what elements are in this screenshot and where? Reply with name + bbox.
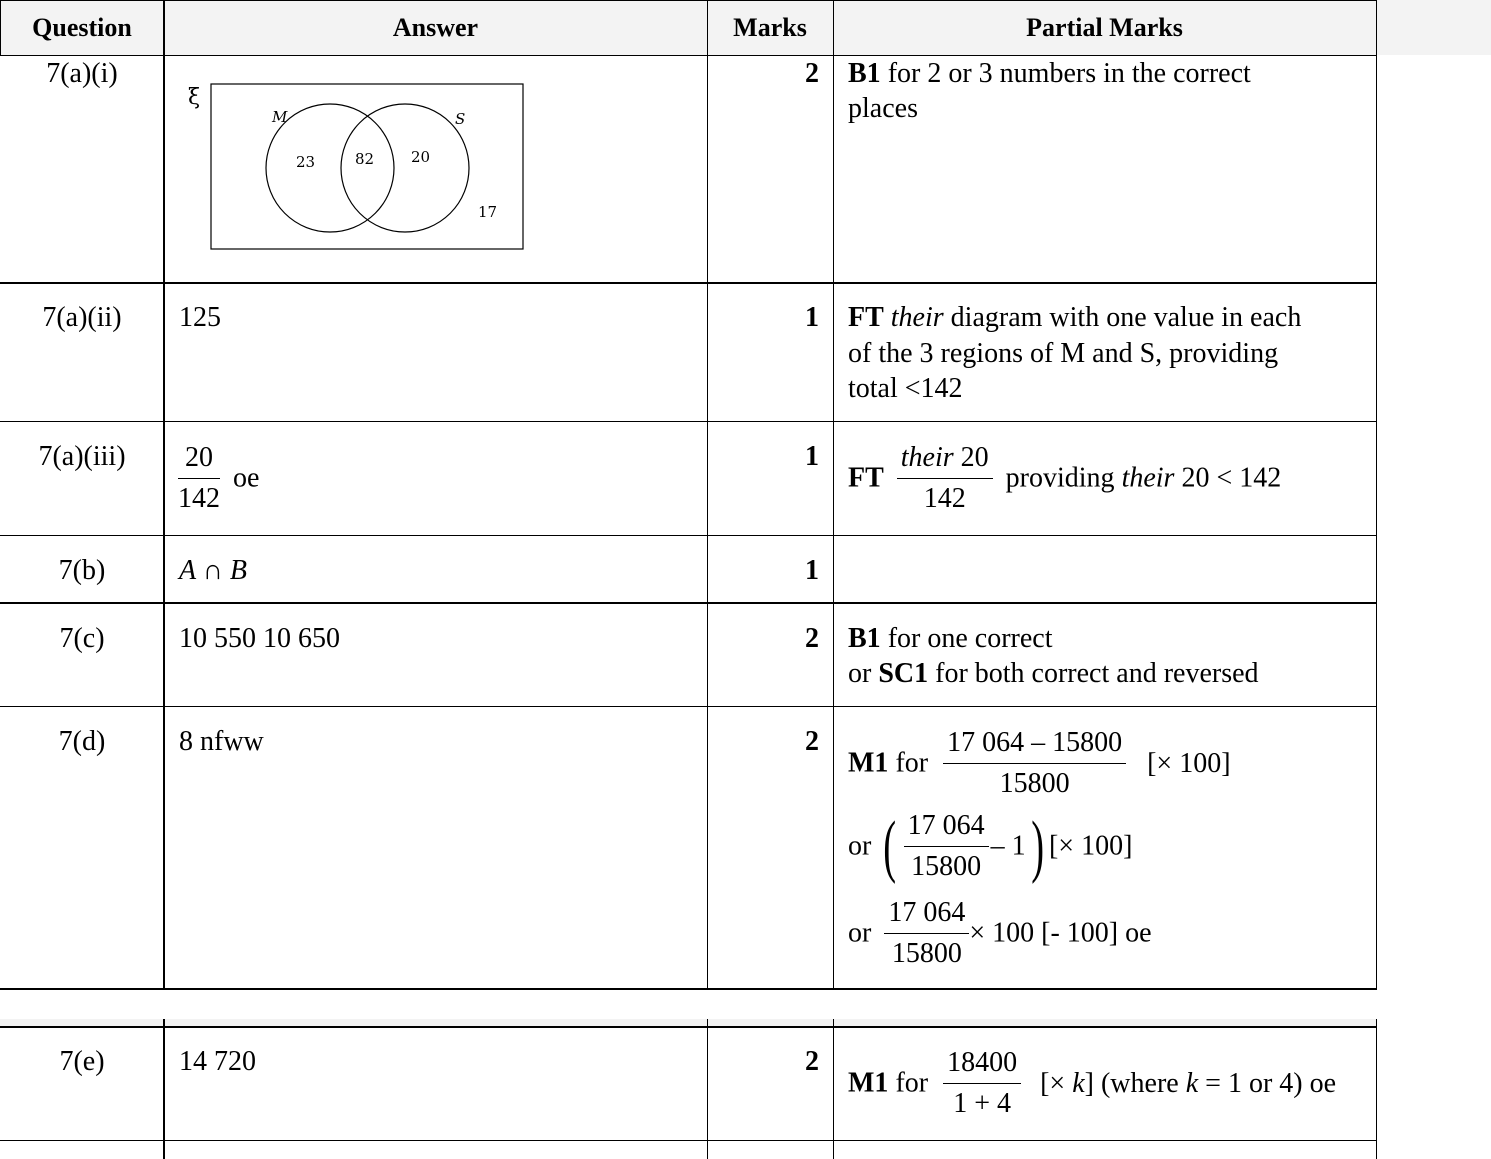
oe-label: oe <box>233 462 260 494</box>
pm-or: or <box>848 658 879 689</box>
partial-marks <box>848 56 1251 91</box>
pm-code: M1 <box>848 1067 889 1099</box>
pm-code: B1 <box>848 623 881 654</box>
pm-fraction-1 <box>943 723 1126 804</box>
answer <box>178 438 259 519</box>
pm-values: = 1 or 4) oe <box>1198 1067 1337 1099</box>
row-divider <box>0 602 1377 604</box>
pm-text: diagram with one value in each <box>943 302 1302 333</box>
pm-their: their <box>900 442 954 473</box>
pm-code: M1 <box>848 747 889 779</box>
fraction-denominator: 15800 <box>999 768 1070 799</box>
fraction-numerator: 17 064 – 15800 <box>943 723 1126 764</box>
pm-code: FT <box>848 302 884 333</box>
pm-condition <box>1040 1068 1336 1099</box>
s-label: S <box>455 110 466 128</box>
pm-times: [× <box>1040 1067 1073 1099</box>
pm-text: for 2 or 3 numbers in the correct <box>880 58 1251 89</box>
header-marks: Marks <box>733 12 807 42</box>
answer: 14 720 <box>179 1046 256 1077</box>
answer: 10 550 10 650 <box>179 623 340 654</box>
fraction-numerator <box>897 438 993 479</box>
header-partial-marks: Partial Marks <box>1026 12 1183 42</box>
marks: 2 <box>805 58 819 89</box>
marks: 2 <box>805 726 819 757</box>
pm-fraction-3 <box>884 893 969 974</box>
marks: 1 <box>805 302 819 333</box>
header-question: Question <box>32 12 132 42</box>
pm-for: for <box>888 1067 929 1099</box>
pm-minus-one: – 1 <box>990 830 1026 862</box>
pm-k: k <box>1072 1067 1085 1099</box>
question-number: 7(d) <box>58 726 106 757</box>
pm-condition: 20 < 142 <box>1174 462 1282 494</box>
pm-providing: providing <box>1005 462 1122 494</box>
pm-code: FT <box>848 462 884 494</box>
border <box>1376 0 1377 990</box>
pm-code-sc1: SC1 <box>878 658 929 689</box>
question-number: 7(b) <box>58 555 106 586</box>
pm-or: or <box>848 917 872 949</box>
row-divider <box>0 421 1377 422</box>
fraction-denominator: 1 + 4 <box>953 1088 1011 1119</box>
pm-k-2: k <box>1185 1067 1199 1099</box>
marks: 1 <box>805 441 819 472</box>
border <box>833 1019 834 1159</box>
m-label: M <box>272 108 288 126</box>
outside-value: 17 <box>478 203 498 221</box>
answer-fraction <box>178 438 220 519</box>
partial-marks-alt-2 <box>848 893 1152 974</box>
pm-where: ] (where <box>1084 1067 1186 1099</box>
pm-their-2: their <box>1121 462 1175 494</box>
marks: 2 <box>805 623 819 654</box>
partial-marks <box>848 1043 1336 1124</box>
border <box>1376 1019 1377 1159</box>
s-only-value: 20 <box>411 148 431 166</box>
pm-fraction <box>897 438 993 519</box>
pm-num-value: 20 <box>953 442 989 473</box>
row-divider <box>0 1026 1377 1028</box>
partial-marks <box>848 300 1301 335</box>
fraction-numerator: 17 064 <box>884 893 969 934</box>
border <box>0 0 1376 1</box>
marks: 2 <box>805 1046 819 1077</box>
border <box>833 0 834 990</box>
partial-marks <box>848 438 1281 519</box>
pm-for: for <box>888 747 929 779</box>
pm-fraction-2 <box>904 806 989 887</box>
row-divider <box>0 706 1377 707</box>
partial-marks-line2: of the 3 regions of M and S, providing <box>848 338 1279 369</box>
fraction-denominator: 142 <box>923 483 966 514</box>
row-divider <box>0 282 1377 284</box>
question-number: 7(e) <box>59 1046 105 1077</box>
border <box>163 0 165 990</box>
right-paren: ) <box>1030 807 1044 885</box>
partial-marks-line2: places <box>848 93 918 124</box>
pm-fraction <box>943 1043 1021 1124</box>
answer: A ∩ B <box>179 555 247 586</box>
border <box>163 1019 165 1159</box>
partial-marks-line3: total <142 <box>848 373 963 404</box>
answer: 125 <box>179 302 221 333</box>
pm-code: B1 <box>848 58 881 89</box>
border <box>707 0 708 990</box>
border <box>707 1019 708 1159</box>
pm-times-100: [× 100] <box>1048 830 1133 862</box>
fraction-denominator: 15800 <box>891 938 962 969</box>
m-only-value: 23 <box>296 153 316 171</box>
fraction-denominator: 15800 <box>911 851 982 882</box>
set-s-circle <box>341 104 469 232</box>
intersection-value: 82 <box>355 150 375 168</box>
question-number: 7(c) <box>59 623 105 654</box>
fraction-denominator: 142 <box>178 483 220 514</box>
row-divider <box>0 1140 1377 1141</box>
pm-their: their <box>890 302 944 333</box>
xi-label: ξ <box>188 85 201 110</box>
header-answer: Answer <box>392 12 479 42</box>
marks: 1 <box>805 555 819 586</box>
pm-times-100: [× 100] <box>1147 747 1231 779</box>
question-number: 7(a)(i) <box>46 58 118 89</box>
pm-text: for one correct <box>880 623 1053 654</box>
fraction-numerator: 17 064 <box>904 806 989 847</box>
partial-marks <box>848 621 1052 656</box>
border <box>0 0 1 55</box>
row-divider <box>0 988 1377 990</box>
pm-times-100-oe: × 100 [- 100] oe <box>969 917 1152 949</box>
partial-marks-line2 <box>848 656 1259 691</box>
partial-marks-alt-1 <box>848 806 1132 887</box>
venn-diagram <box>180 78 530 256</box>
answer: 8 nfww <box>179 726 264 757</box>
question-number: 7(a)(ii) <box>42 302 122 333</box>
partial-marks-m1 <box>848 723 1231 804</box>
pm-after <box>1006 463 1282 494</box>
left-paren: ( <box>883 807 897 885</box>
pm-text-2: for both correct and reversed <box>928 658 1259 689</box>
question-number: 7(a)(iii) <box>38 441 126 472</box>
fraction-numerator: 18400 <box>943 1043 1021 1084</box>
fraction-numerator: 20 <box>178 438 220 479</box>
pm-or: or <box>848 830 872 862</box>
row-divider <box>0 535 1377 536</box>
